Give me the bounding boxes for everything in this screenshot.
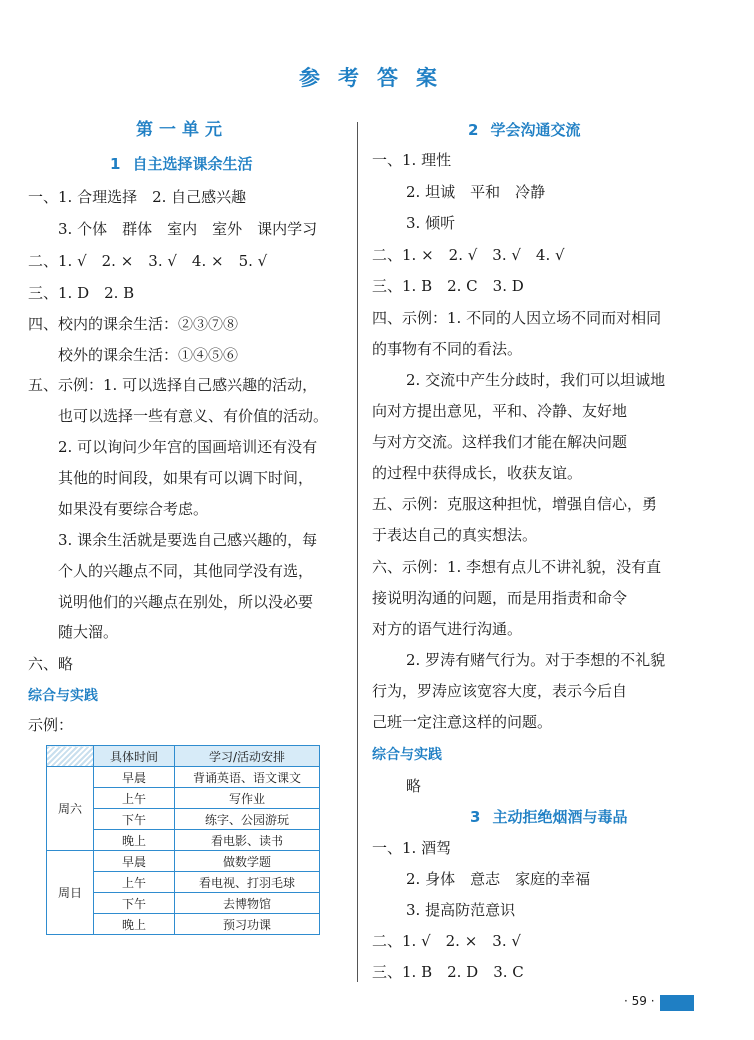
answer-line: 向对方提出意见，平和、冷静、友好地 [372,402,628,420]
lesson-2-number: 2 [468,121,479,139]
activity-cell: 练字、公园游玩 [175,809,320,830]
activity-cell: 预习功课 [175,914,320,935]
answer-line: 六、示例：1. 李想有点儿不讲礼貌，没有直 [372,558,662,576]
page-number: · 59 · [624,994,655,1008]
example-label: 示例： [28,716,74,734]
lesson-3-number: 3 [470,808,481,826]
answer-line: 一、1. 合理选择 2. 自己感兴趣 [28,188,247,206]
table-header: 学习/活动安排 [175,746,320,767]
answer-line: 3. 个体 群体 室内 室外 课内学习 [58,220,318,238]
answer-line: 二、1. × 2. √ 3. √ 4. √ [372,246,565,264]
lesson-1-title [110,154,252,174]
answer-line: 接说明沟通的问题，而是用指责和命令 [372,589,628,607]
answer-line: 3. 倾听 [406,214,456,232]
answer-line: 行为，罗涛应该宽容大度，表示今后自 [372,682,628,700]
answer-line: 随大溜。 [58,623,119,641]
practice-answer: 略 [406,777,422,795]
time-cell: 早晨 [94,767,175,788]
answer-line: 如果没有要综合考虑。 [58,500,209,518]
answer-line: 二、1. √ 2. × 3. √ [372,932,521,950]
activity-cell: 写作业 [175,788,320,809]
lesson-3-name: 主动拒绝烟酒与毒品 [492,808,628,826]
schedule-table [46,745,320,935]
answer-line: 其他的时间段，如果有可以调下时间， [58,469,314,487]
lesson-2-title [468,120,580,140]
activity-cell: 做数学题 [175,851,320,872]
answer-line: 2. 罗涛有赌气行为。对于李想的不礼貌 [406,651,666,669]
answer-line: 一、1. 理性 [372,151,452,169]
answer-line: 的事物有不同的看法。 [372,340,523,358]
time-cell: 晚上 [94,830,175,851]
answer-line: 四、示例：1. 不同的人因立场不同而对相同 [372,309,662,327]
lesson-1-number: 1 [110,155,121,173]
time-cell: 晚上 [94,914,175,935]
answer-line: 2. 交流中产生分歧时，我们可以坦诚地 [406,371,666,389]
page-title: 参考答案 [299,66,455,90]
answer-line: 己班一定注意这样的问题。 [372,713,553,731]
day-cell: 周六 [47,767,94,851]
lesson-1-name: 自主选择课余生活 [132,155,253,173]
answer-line: 四、校内的课余生活：②③⑦⑧ [28,315,239,333]
activity-cell: 去博物馆 [175,893,320,914]
answer-line: 五、示例：克服这种担忧，增强自信心，勇 [372,495,658,513]
unit-title: 第一单元 [136,120,228,140]
answer-line: 与对方交流。这样我们才能在解决问题 [372,433,628,451]
answer-line: 的过程中获得成长，收获友谊。 [372,464,583,482]
answer-line: 3. 课余生活就是要选自己感兴趣的，每 [58,531,318,549]
answer-line: 三、1. D 2. B [28,284,135,302]
time-cell: 下午 [94,809,175,830]
time-cell: 早晨 [94,851,175,872]
answer-line: 校外的课余生活：①④⑤⑥ [58,346,239,364]
lesson-3-title [470,807,627,827]
answer-line: 说明他们的兴趣点在别处，所以没必要 [58,593,314,611]
page-tab-marker [660,995,694,1011]
activity-cell: 背诵英语、语文课文 [175,767,320,788]
answer-line: 2. 可以询问少年宫的国画培训还有没有 [58,438,318,456]
practice-title: 综合与实践 [28,688,98,704]
answer-line: 于表达自己的真实想法。 [372,526,538,544]
practice-title: 综合与实践 [372,747,442,763]
answer-line: 六、略 [28,655,74,673]
answer-line: 五、示例：1. 可以选择自己感兴趣的活动， [28,376,318,394]
lesson-2-name: 学会沟通交流 [490,121,581,139]
time-cell: 上午 [94,872,175,893]
time-cell: 上午 [94,788,175,809]
table-row [47,767,320,788]
answer-line: 个人的兴趣点不同，其他同学没有选， [58,562,314,580]
answer-line: 三、1. B 2. D 3. C [372,963,524,981]
time-cell: 下午 [94,893,175,914]
answer-line: 3. 提高防范意识 [406,901,516,919]
table-header: 具体时间 [94,746,175,767]
column-divider [357,122,358,982]
answer-line: 二、1. √ 2. × 3. √ 4. × 5. √ [28,252,268,270]
table-corner [47,746,94,767]
activity-cell: 看电视、打羽毛球 [175,872,320,893]
table-row [47,851,320,872]
answer-line: 一、1. 酒驾 [372,839,452,857]
answer-line: 2. 坦诚 平和 冷静 [406,183,546,201]
day-cell: 周日 [47,851,94,935]
answer-line: 2. 身体 意志 家庭的幸福 [406,870,591,888]
answer-line: 三、1. B 2. C 3. D [372,277,524,295]
activity-cell: 看电影、读书 [175,830,320,851]
answer-line: 也可以选择一些有意义、有价值的活动。 [58,407,329,425]
answer-line: 对方的语气进行沟通。 [372,620,523,638]
